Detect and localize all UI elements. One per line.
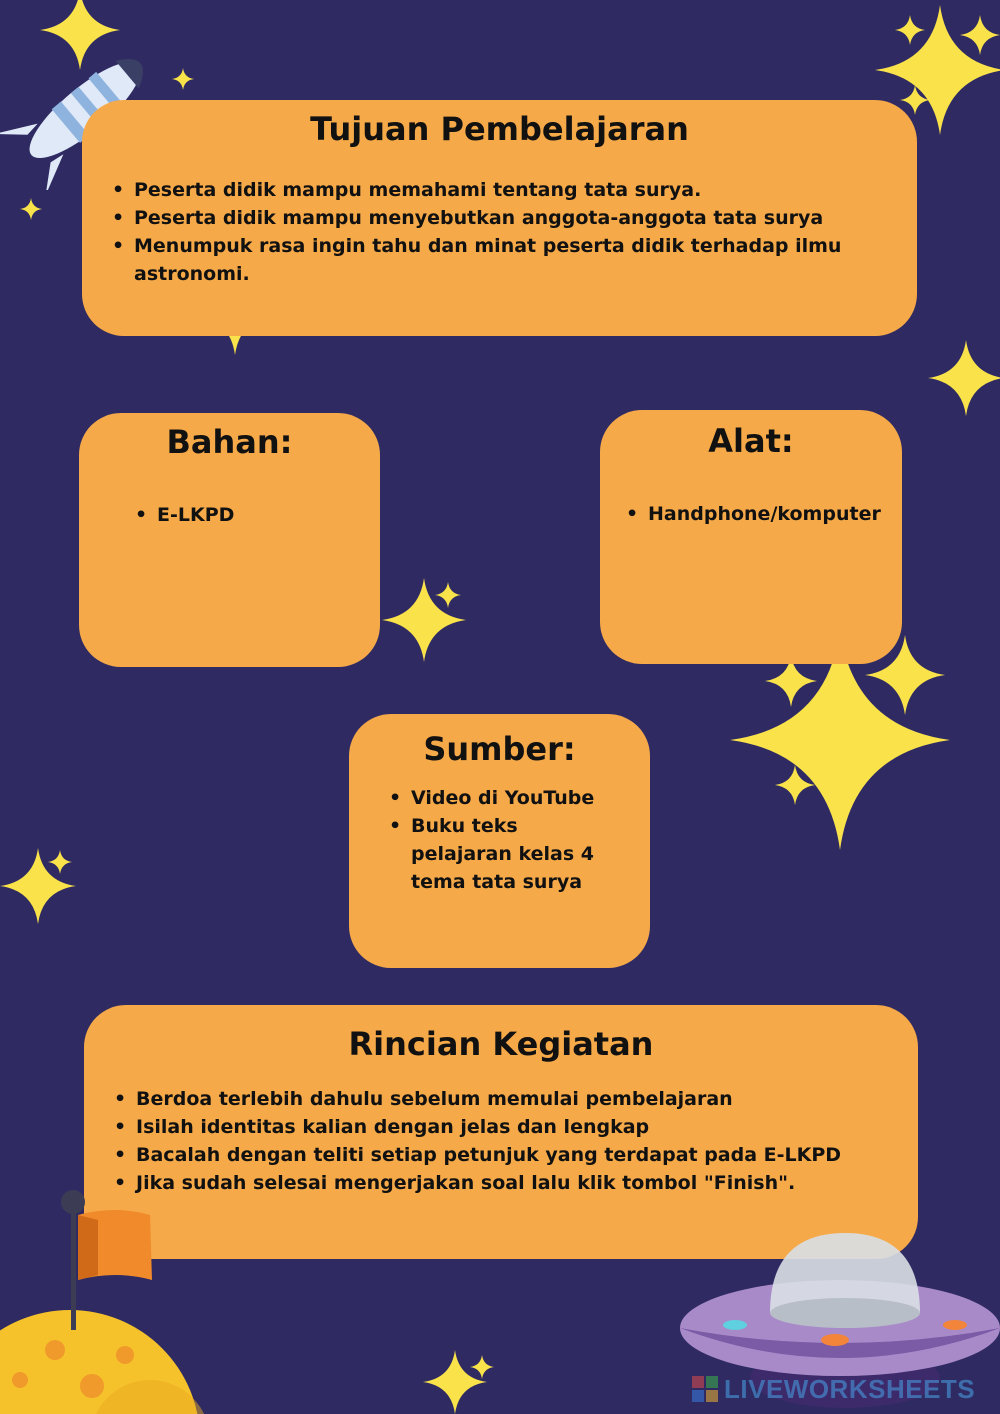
rincian-title: Rincian Kegiatan xyxy=(348,1025,654,1063)
star-icon xyxy=(48,850,72,874)
star-icon xyxy=(900,85,930,115)
watermark xyxy=(692,1373,976,1404)
list-item: • Bacalah dengan teliti setiap petunjuk yang terdapat pada E-LKPD xyxy=(114,1141,878,1169)
star-icon xyxy=(435,582,461,608)
sumber-card xyxy=(349,714,650,968)
list-item: • Berdoa terlebih dahulu sebelum memulai pembelajaran xyxy=(114,1085,878,1113)
bahan-list xyxy=(135,501,360,529)
list-item: • Jika sudah selesai mengerjakan soal lalu klik tombol "Finish". xyxy=(114,1169,878,1197)
bahan-card xyxy=(79,413,380,667)
rincian-list xyxy=(114,1085,878,1197)
star-icon xyxy=(172,68,194,90)
list-item: • Peserta didik mampu memahami tentang tata surya. xyxy=(112,176,857,204)
alat-list xyxy=(626,500,898,528)
watermark-text: LIVEWORKSHEETS xyxy=(724,1373,976,1404)
list-item: • Video di YouTube xyxy=(389,784,630,812)
list-item: • Isilah identitas kalian dengan jelas dan lengkap xyxy=(114,1113,878,1141)
alat-card xyxy=(600,410,902,664)
tujuan-title: Tujuan Pembelajaran xyxy=(310,110,689,148)
list-item: • Menumpuk rasa ingin tahu dan minat peserta didik terhadap ilmu astronomi. xyxy=(112,232,857,288)
sumber-list xyxy=(389,784,630,896)
tujuan-list xyxy=(112,176,857,288)
list-item: • Handphone/komputer xyxy=(626,500,898,528)
list-item: • Peserta didik mampu menyebutkan anggota-anggota tata surya xyxy=(112,204,857,232)
star-icon xyxy=(960,15,1000,55)
star-icon xyxy=(470,1355,494,1379)
star-icon xyxy=(775,765,815,805)
star-icon xyxy=(928,340,1000,416)
liveworksheets-logo-icon xyxy=(692,1376,718,1402)
bahan-title: Bahan: xyxy=(166,423,293,461)
sumber-title: Sumber: xyxy=(423,730,576,768)
star-icon xyxy=(20,198,42,220)
star-icon xyxy=(895,15,925,45)
list-item: • Buku teks pelajaran kelas 4 tema tata surya xyxy=(389,812,630,896)
list-item: • E-LKPD xyxy=(135,501,360,529)
tujuan-card xyxy=(82,100,917,336)
moon-icon xyxy=(0,1180,210,1414)
alat-title: Alat: xyxy=(708,422,794,460)
